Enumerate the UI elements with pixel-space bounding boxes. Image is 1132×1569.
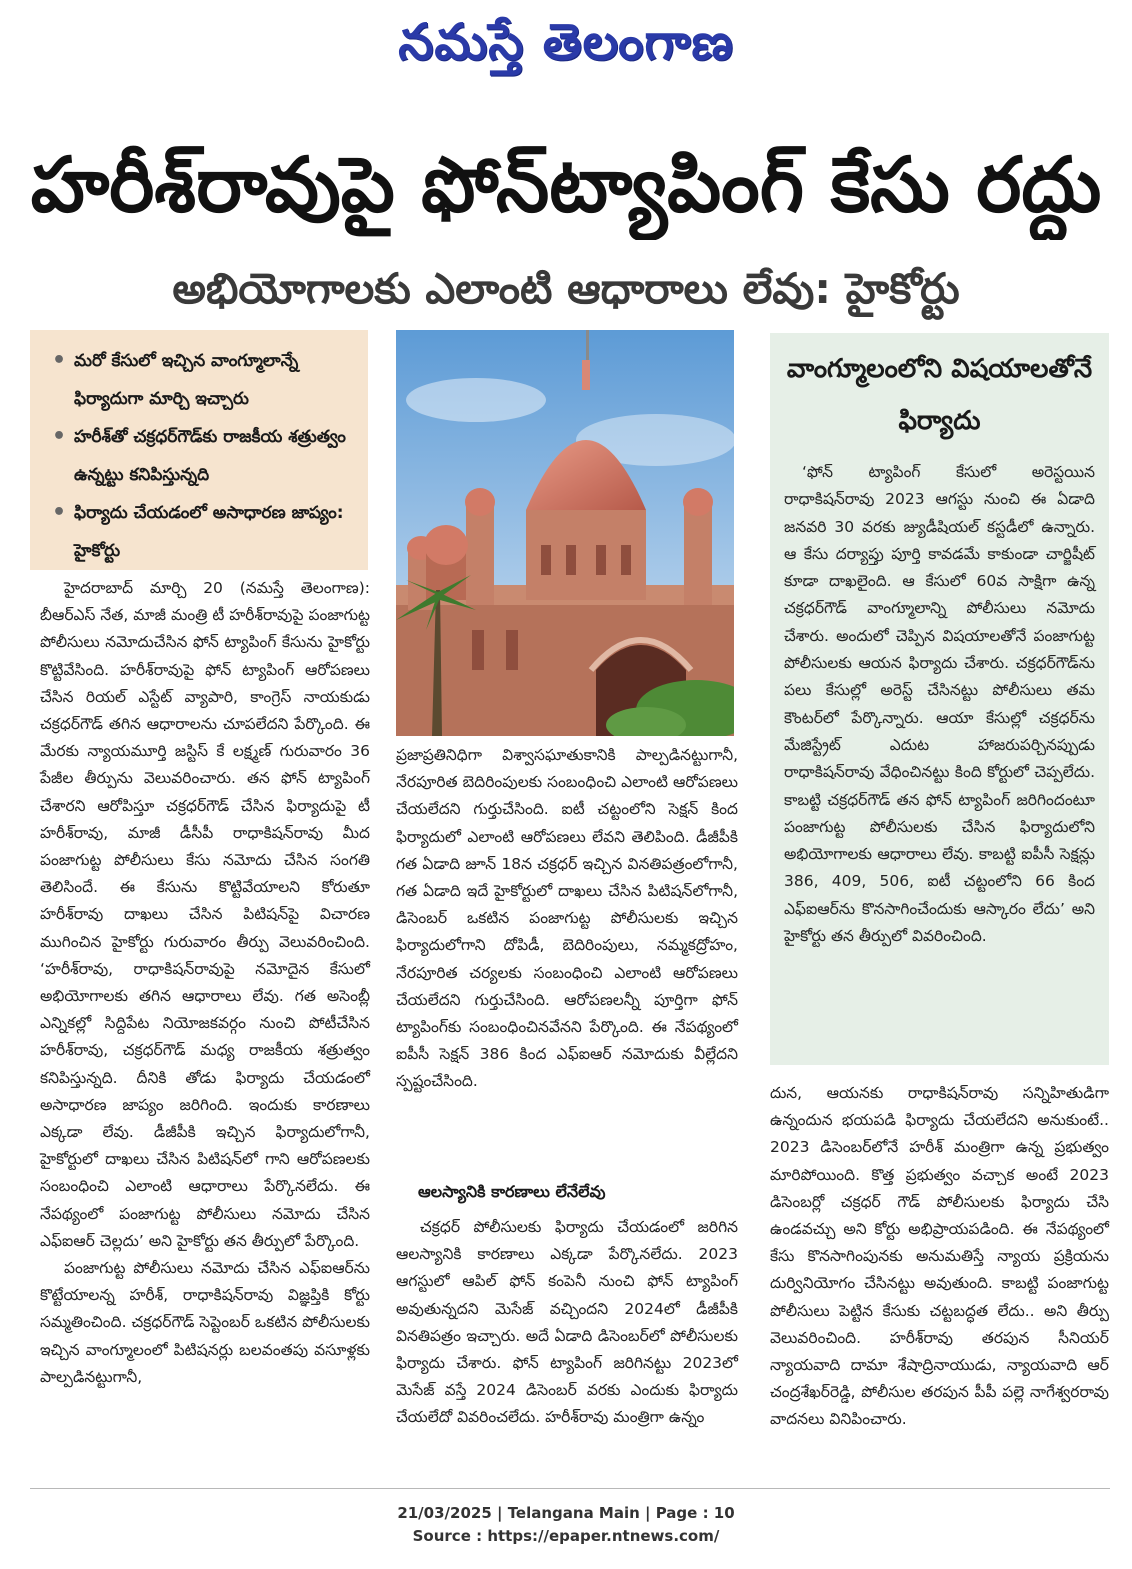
sidebar-title: వాంగ్మూలంలోని విషయాలతోనే ఫిర్యాదు xyxy=(786,354,1093,436)
article-column-2-continued xyxy=(396,1214,738,1432)
highlights-box xyxy=(30,330,368,570)
sidebar-body: ‘ఫోన్ ట్యాపింగ్ కేసులో అరెస్టయిన రాధాకిషన్‌రావు 2023 ఆగస్టు నుంచి ఈ ఏడాది జనవరి 30 వరకు జ్యుడీషియల్ కస్టడీలో ఉన్నారు. ఆ కేసు దర్యాప్తు పూర్తి కావడమే కాకుండా చార్జిషీట్ కూడా దాఖలైంది. ఆ కేసులో 60వ సాక్షిగా ఉన్న చక్రధర్‌గౌడ్ వాంగ్మూలాన్ని పోలీసులు నమోదు చేశారు. అందులో చెప్పిన విషయాలతోనే పంజాగుట్ట పోలీసులకు ఆయన ఫిర్యాదు చేశారు. చక్రధర్‌గౌడ్‌ను పలు కేసుల్లో అరెస్ట్ చేసినట్టు పోలీసులు తమ కౌంటర్‌లో పేర్కొన్నారు. ఆయా కేసుల్లో చక్రధర్‌ను మేజిస్ట్రేట్ ఎదుట హాజరుపర్చినప్పుడు రాధాకిషన్‌రావు వేధించినట్టు కింది కోర్టులో చెప్పలేదు. కాబట్టి చక్రధర్‌గౌడ్ తన ఫోన్ ట్యాపింగ్ జరిగిందంటూ పంజాగుట్ట పోలీసులకు చేసిన ఫిర్యాదులోని అభియోగాలకు ఆధారాలు లేవు. కాబట్టి ఐపీసీ సెక్షన్లు 386, 409, 506, ఐటీ చట్టంలోని 66 కింద ఎఫ్ఐఆర్‌ను కొనసాగించేందుకు ఆస్కారం లేదు’ అని హైకోర్టు తన తీర్పులో వివరించింది. xyxy=(784,463,1095,946)
headline: హరీశ్‌రావుపై ఫోన్‌ట్యాపింగ్‌ కేసు రద్దు xyxy=(30,140,1102,229)
article-paragraph: హైదరాబాద్ మార్చి 20 (నమస్తే తెలంగాణ): బీఆర్ఎస్ నేత, మాజీ మంత్రి టీ హరీశ్‌రావుపై పంజాగుట్ట పోలీసులు నమోదుచేసిన ఫోన్ ట్యాపింగ్ కేసును హైకోర్టు కొట్టివేసింది. హరీశ్‌రావుపై ఫోన్ ట్యాపింగ్ ఆరోపణలు చేసిన రియల్ ఎస్టేట్ వ్యాపారి, కాంగ్రెస్ నాయకుడు చక్రధర్‌గౌడ్ తగిన ఆధారాలను చూపలేదని పేర్కొంది. ఈ మేరకు న్యాయమూర్తి జస్టిస్ కే లక్ష్మణ్ గురువారం 36 పేజీల తీర్పును వెలువరించారు. తన ఫోన్ ట్యాపింగ్ చేశారని ఆరోపిస్తూ చక్రధర్‌గౌడ్ చేసిన ఫిర్యాదుపై టీ హరీశ్‌రావు, మాజీ డీసీపీ రాధాకిషన్‌రావు మీద పంజాగుట్ట పోలీసులు కేసు నమోదు చేసిన సంగతి తెలిసిందే. ఈ కేసును కొట్టివేయాలని కోరుతూ హరీశ్‌రావు దాఖలు చేసిన పిటిషన్‌పై విచారణ ముగించిన హైకోర్టు గురువారం తీర్పు వెలువరించింది. ‘హరీశ్‌రావు, రాధాకిషన్‌రావుపై నమోదైన కేసులో అభియోగాలకు తగిన ఆధారాలు లేవు. గత అసెంబ్లీ ఎన్నికల్లో సిద్దిపేట నియోజకవర్గం నుంచి పోటీచేసిన హరీశ్‌రావు, చక్రధర్‌గౌడ్ మధ్య రాజకీయ శత్రుత్వం కనిపిస్తున్నది. దీనికి తోడు ఫిర్యాదు చేయడంలో అసాధారణ జాప్యం జరిగింది. ఇందుకు కారణాలు ఎక్కడా లేవు. డీజీపీకి ఇచ్చిన ఫిర్యాదులోగానీ, హైకోర్టులో దాఖలు చేసిన పిటిషన్‌లో గాని ఆరోపణలకు సంబంధించి ఎలాంటి ఆధారాలు పేర్కొనలేదు. ఈ నేపథ్యంలో పంజాగుట్ట పోలీసులు నమోదు చేసిన ఎఫ్ఐఆర్ చెల్లదు’ అని హైకోర్టు తన తీర్పులో పేర్కొంది. xyxy=(40,579,370,1250)
article-column-3 xyxy=(770,1080,1109,1434)
highlight-item: • మరో కేసులో ఇచ్చిన వాంగ్మూలాన్నే ఫిర్యాదుగా మార్చి ఇచ్చారు xyxy=(52,342,358,418)
footer-date-page: 21/03/2025 | Telangana Main | Page : 10 xyxy=(397,1504,735,1522)
article-paragraph: చక్రధర్ పోలీసులకు ఫిర్యాదు చేయడంలో జరిగిన ఆలస్యానికి కారణాలు ఎక్కడా పేర్కొనలేదు. 2023 ఆగస్టులో ఆపిల్ ఫోన్ కంపెనీ నుంచి ఫోన్ ట్యాపింగ్ అవుతున్నదని మెసేజ్ వచ్చిందని 2024లో డీజీపీకి వినతిపత్రం ఇచ్చారు. అదే ఏడాది డిసెంబర్‌లో పోలీసులకు ఫిర్యాదు చేశారు. ఫోన్ ట్యాపింగ్ జరిగినట్టు 2023లో మెసేజ్ వస్తే 2024 డిసెంబర్ వరకు ఎందుకు ఫిర్యాదు చేయలేదో వివరించలేదు. హరీశ్‌రావు మంత్రిగా ఉన్నం xyxy=(396,1218,738,1427)
subheadline: అభియోగాలకు ఎలాంటి ఆధారాలు లేవు: హైకోర్టు xyxy=(172,264,960,313)
article-paragraph: దున, ఆయనకు రాధాకిషన్‌రావు సన్నిహితుడిగా ఉన్నందున భయపడి ఫిర్యాదు చేయలేదని అనుకుంటే.. 2023 డిసెంబర్‌లోనే హరీశ్ మంత్రిగా ఉన్న ప్రభుత్వం మారిపోయింది. కొత్త ప్రభుత్వం వచ్చాక అంటే 2023 డిసెంబర్లో చక్రధర్ గౌడ్ పోలీసులకు ఫిర్యాదు చేసి ఉండవచ్చు అని కోర్టు అభిప్రాయపడింది. ఈ నేపథ్యంలో కేసు కొనసాగింపునకు అనుమతిస్తే న్యాయ ప్రక్రియను దుర్వినియోగం చేసినట్టు అవుతుంది. కాబట్టి పంజాగుట్ట పోలీసులు పెట్టిన కేసుకు చట్టబద్ధత లేదు.. అని తీర్పు వెలువరించింది. హరీశ్‌రావు తరపున సీనియర్ న్యాయవాది దామా శేషాద్రినాయుడు, న్యాయవాది ఆర్ చంద్రశేఖర్‌రెడ్డి, పోలీసుల తరపున పీపీ పల్లె నాగేశ్వరరావు వాదనలు వినిపించారు. xyxy=(770,1084,1109,1429)
high-court-photo xyxy=(396,330,734,736)
footer-source-link[interactable]: Source : https://epaper.ntnews.com/ xyxy=(412,1527,720,1545)
highlight-item: • ఫిర్యాదు చేయడంలో అసాధారణ జాప్యం: హైకోర్టు xyxy=(52,494,358,570)
article-paragraph: ప్రజాప్రతినిధిగా విశ్వాసఘాతుకానికి పాల్పడినట్టుగానీ, నేరపూరిత బెదిరింపులకు సంబంధించి ఎలాంటి ఆరోపణలు చేయలేదని గుర్తుచేసింది. ఐటీ చట్టంలోని సెక్షన్ కింద ఫిర్యాదులో ఎలాంటి ఆరోపణలు లేవని తెలిపింది. డీజీపీకి గత ఏడాది జూన్ 18న చక్రధర్ ఇచ్చిన వినతిపత్రంలోగానీ, గత ఏడాది ఇదే హైకోర్టులో దాఖలు చేసిన పిటిషన్‌లోగానీ, డిసెంబర్ ఒకటిన పంజాగుట్ట పోలీసులకు ఇచ్చిన ఫిర్యాదులోగాని దోపిడీ, బెదిరింపులు, నమ్మకద్రోహం, నేరపూరిత చర్యలకు సంబంధించి ఎలాంటి ఆరోపణలు చేయలేదని గుర్తుచేసింది. ఆరోపణలన్నీ పూర్తిగా ఫోన్ ట్యాపింగ్‌కు సంబంధించినవేనని పేర్కొంది. ఈ నేపథ్యంలో ఐపీసీ సెక్షన్ 386 కింద ఎఫ్ఐఆర్ నమోదుకు వీల్లేదని స్పష్టంచేసింది. xyxy=(396,746,738,1091)
sidebar-box xyxy=(770,333,1109,1065)
masthead-logo-text: నమస్తే తెలంగాణ xyxy=(398,12,734,71)
article-column-2 xyxy=(396,742,738,1096)
masthead-logo xyxy=(0,8,1132,76)
section-heading: ఆలస్యానికి కారణాలు లేనేలేవు xyxy=(418,1182,606,1201)
article-paragraph: పంజాగుట్ట పోలీసులు నమోదు చేసిన ఎఫ్ఐఆర్‌ను కొట్టేయాలన్న హరీశ్, రాధాకిషన్‌రావు విజ్ఞప్తికి కోర్టు సమ్మతించింది. చక్రధర్‌గౌడ్ సెప్టెంబర్ ఒకటిన పోలీసులకు ఇచ్చిన వాంగ్మూలంలో పిటిషనర్లు బలవంతపు వసూళ్లకు పాల్పడినట్టుగానీ, xyxy=(40,1259,370,1386)
article-column-1 xyxy=(40,575,370,1391)
high-court-illustration xyxy=(396,330,734,736)
highlight-item: • హరీశ్‌తో చక్రధర్‌గౌడ్‌కు రాజకీయ శత్రుత్వం ఉన్నట్టు కనిపిస్తున్నది xyxy=(52,418,358,494)
footer-divider xyxy=(30,1488,1110,1489)
